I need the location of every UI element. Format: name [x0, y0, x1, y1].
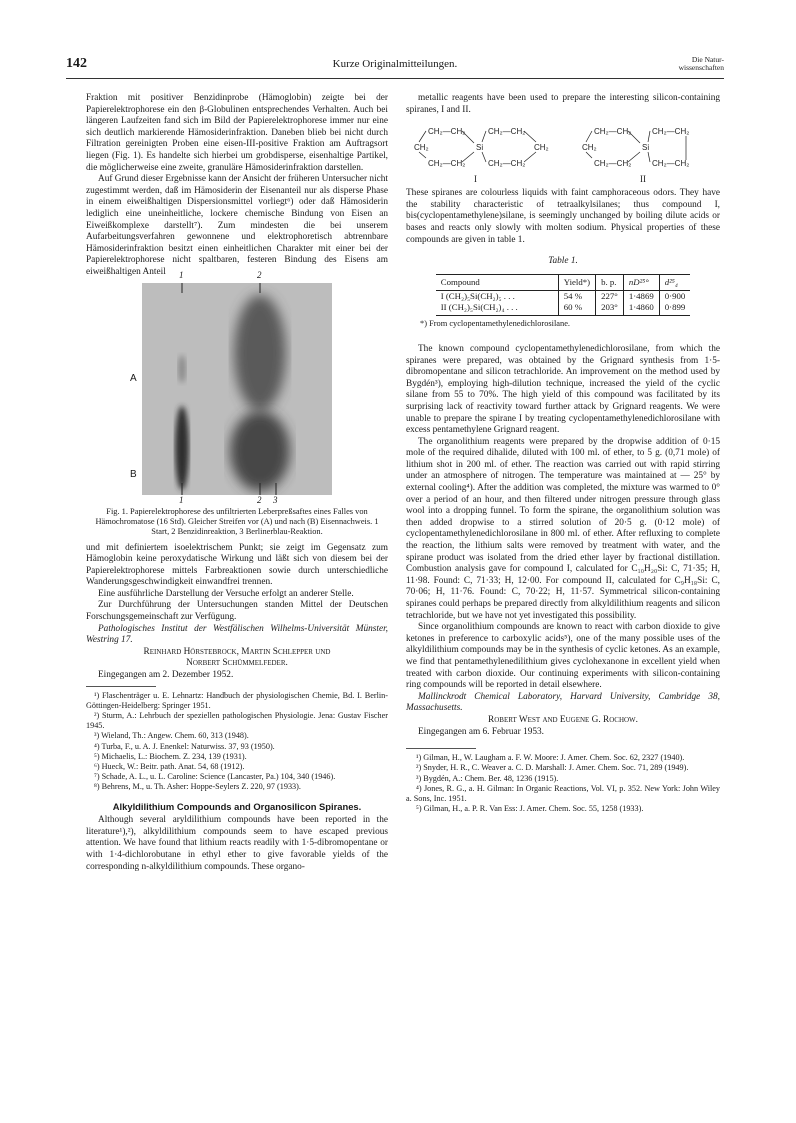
paragraph: These spiranes are colourless liquids with faint camphoraceous odors. They have the stability characteristic of tetraalkylsilanes; thus compound I, bis(cyclopentamethylene)silane, is seemingly unchanged by boiling dilute acids or bases and reacts only slowly with molten sodium. Physical properties of these compounds are given in table 1.	[406, 188, 720, 245]
strip-label-a: A	[130, 372, 137, 384]
marker-start-bottom: 1	[179, 494, 184, 505]
table-row: I (CH₂)₅Si(CH₂)₅ . . . 54 % 227° 1·4869 0·900	[436, 291, 691, 303]
svg-text:Si: Si	[476, 143, 484, 153]
paragraph: metallic reagents have been used to prepare the interesting silicon-containing spiranes, I and II.	[406, 93, 720, 115]
svg-text:Si: Si	[642, 143, 650, 153]
running-title: Kurze Originalmitteilungen.	[332, 58, 458, 70]
svg-text:CH₂—CH₂: CH₂—CH₂	[594, 127, 632, 137]
paragraph: Fraktion mit positiver Benzidinprobe (Hämoglobin) zeigte bei der Papierelektrophorese ein den β-Globulinen entsprechendes Verhalten. Auch bei längeren Laufzeiten fand sich im Bild der Papierelektrophorese immer nur eine sich deutlich markierende Hämosiderinfraktion. Daneben blieb bei nicht durch Filtration gereinigten Proben eine eisen-III-positive Fraktion am Auftragsort liegen (Fig. 1). Es handelte sich hierbei um grobdisperse, eisenhaltige Partikel, die möglicherweise eine zweite, granuläre Hämosiderinfraktion darstellen.	[86, 93, 388, 173]
left-column	[86, 93, 388, 873]
right-column	[406, 93, 720, 814]
structure-label-i: I	[474, 174, 477, 185]
structure-diagram	[406, 122, 720, 188]
table-note: *) From cyclopentamethylenedichlorosilane.	[420, 319, 571, 329]
properties-table	[436, 274, 691, 317]
table-row: II (CH₂)₅Si(CH₂)₄ . . . 60 % 203° 1·4860 0·899	[436, 302, 691, 316]
footnote: ¹) Gilman, H., W. Laugham a. F. W. Moore: J. Amer. Chem. Soc. 62, 2327 (1940).	[416, 753, 685, 763]
footnotes	[406, 753, 720, 814]
footnote-divider	[406, 748, 476, 749]
structure-label-ii: II	[640, 174, 646, 185]
svg-text:CH₂: CH₂	[582, 143, 597, 153]
paragraph: Eine ausführliche Darstellung der Versuche erfolgt an anderer Stelle.	[98, 588, 354, 599]
footnote: ⁵) Michaelis, L.: Biochem. Z. 234, 139 (1931).	[94, 751, 247, 761]
marker-benzidine-bottom: 2	[257, 494, 262, 505]
svg-text:CH₂—CH₂: CH₂—CH₂	[652, 127, 690, 137]
marker-benzidine: 2	[257, 269, 262, 280]
footnote: ³) Wieland, Th.: Angew. Chem. 60, 313 (1948).	[94, 731, 249, 741]
table-header: nD²⁵°	[623, 274, 659, 291]
marker-berlin-blue: 3	[273, 494, 278, 505]
received-date: Eingegangen am 6. Februar 1953.	[418, 726, 544, 737]
paragraph: Since organolithium compounds are known to react with carbon dioxide to give ketones in preference to carboxylic acids⁵), one of the many possible uses of the alkyldilithium compounds may be in the synthesis of cyclic ketones. As an example, we find that pentamethylenedilithium gives cyclohexanone in excellent yield when treated with carbon dioxide. Our continuing experiments with silicon-containing ring compounds will be reported in detail elsewhere.	[406, 622, 720, 691]
table-title: Table 1.	[548, 256, 578, 267]
section-title: Alkyldilithium Compounds and Organosilicon Spiranes.	[112, 800, 362, 812]
paragraph: The known compound cyclopentamethylenedichlorosilane, from which the spiranes were prepared, was obtained by the Grignard synthesis from 1·5-dibromopentane and silicon tetrachloride. An improvement on the method used by Bygdén³), employing high-dilution technique, increased the yield of the cyclic silane from 55 to 70%. The high yield of this compound was facilitated by its surprising lack of reactivity toward further attack by Grignard reagents. We were unable to prepare the spirane I by treating cyclopentamethylenedichlorosilane with excess pentamethylene Grignard reagent.	[406, 343, 720, 436]
received-date: Eingegangen am 2. Dezember 1952.	[98, 670, 234, 681]
paragraph: Zur Durchführung der Untersuchungen standen Mittel der Deutschen Forschungsgemeinschaft zur Verfügung.	[86, 600, 388, 623]
table-header: Compound	[436, 274, 559, 291]
paragraph: und mit definiertem isoelektrischem Punkt; sie zeigt im Gegensatz zum Hämoglobin keine peroxydatische Wirkung und läßt sich von diesem bei der Papierelektrophorese mittels Farbreaktionen sowie durch unterschiedliche Wanderungsgeschwindigkeit einwandfrei trennen.	[86, 542, 388, 588]
svg-text:CH₂—CH₂: CH₂—CH₂	[652, 159, 690, 169]
footnotes	[86, 691, 388, 793]
svg-text:CH₂—CH₂: CH₂—CH₂	[428, 159, 466, 169]
paragraph: The organolithium reagents were prepared by the dropwise addition of 0·15 mole of the required dihalide, diluted with 100 ml. of ether, to 5 g. (0,71 mole) of lithium shot in 200 ml. of ether. The reaction was carried out with rapid stirring under an atmosphere of nitrogen. The temperature was maintained at — 25° by external cooling⁴). After the addition was completed, the mixture was warmed to 0° over a period of an hour, and then filtered under nitrogen pressure through glass wool into a dropping funnel. To form the spirane, the organolithium solution was then added dropwise to a stirred solution of 20·5 g. (0·12 mole) of cyclopentamethylenedichlorosilane in 800 ml. of ether. After refluxing to complete the reaction, the lithium salts were removed by treatment with water, and the spirane product was isolated from the dried ether layer by fractional distillation. Combustion analysis gave for compound I, calculated for C₁₀H₂₀Si: C, 71·35; H, 11·98. Found: C, 71·33; H, 12·00. For compound II, calculated for C₉H₁₈Si: C, 70·06; H, 11·76. Found: C, 70·22; H, 11·57. Symmetrical silicon-containing spiranes could perhaps be prepared directly from alkyldilithium reagents and silicon tetrachloride, but we have not yet investigated this possibility.	[406, 436, 720, 621]
institute-line: Pathologisches Institut der Westfälischen Wilhelms-Universität Münster, Westring 17.	[86, 623, 388, 646]
svg-text:CH₂—CH₂: CH₂—CH₂	[428, 127, 466, 137]
institute-line: Mallinckrodt Chemical Laboratory, Harvard University, Cambridge 38, Massachusetts.	[406, 691, 720, 714]
page-number: 142	[66, 56, 87, 71]
footnote: ⁴) Jones, R. G., a. H. Gilman: In Organic Reactions, Vol. VI, p. 352. New York: John Wiley a. Sons, Inc. 1951.	[406, 783, 720, 803]
footnote-divider	[86, 686, 156, 687]
footnote: ⁴) Turba, F., u. A. J. Enenkel: Naturwiss. 37, 93 (1950).	[94, 741, 275, 751]
marker-start: 1	[179, 269, 184, 280]
footnote: ²) Snyder, H. R., C. Weaver a. C. D. Marshall: J. Amer. Chem. Soc. 71, 289 (1949).	[416, 763, 689, 773]
paragraph: Auf Grund dieser Ergebnisse kann der Ansicht der früheren Untersucher nicht zugestimmt werden, daß im Hämosiderin der Eisenanteil nur als disperse Phase in einem eiweißhaltigen Dispersionsmittel vorliegt⁶) oder daß Hämosiderin lediglich eine uneinheitliche, lockere chemische Bindung von Eisen an Eiweißkomplexe darstellt⁷). Zum mindesten die bei unserem Aufarbeitungsverfahren gewonnene und elektrophoretisch abtrennbare Hämosiderinfraktion besitzt einen einheitlichen Charakter mit einer bei der Papierelektrophorese nicht spaltbaren, festeren Bindung des Eisens am eiweißhaltigen Anteil	[86, 174, 389, 277]
electrophoresis-figure	[130, 269, 332, 505]
authors-line: Norbert Schümmelfeder.	[186, 658, 288, 669]
svg-text:CH₂—CH₂: CH₂—CH₂	[594, 159, 632, 169]
paragraph: Although several aryldilithium compounds have been reported in the literature¹),²), alkyldilithium compounds seem to have escaped previous attention. We have found that lithium reacts readily with 1·5-dibromopentane or with 1·4-dichlorobutane in ethyl ether to give favorable yields of the corresponding n-alkyldilithium compounds. These organo-	[86, 815, 388, 872]
footnote: ³) Bygdén, A.: Chem. Ber. 48, 1236 (1915).	[416, 773, 559, 783]
footnote: ⁶) Hueck, W.: Beitr. path. Anat. 54, 68 (1912).	[94, 762, 245, 772]
figure-caption: Fig. 1. Papierelektrophorese des unfiltrierten Leberpreßsaftes eines Falles von Hämochromatose (16 Std). Gleicher Streifen vor (A) und nach (B) Eisennachweis. 1 Start, 2 Benzidinreaktion, 3 Berlinerblau-Reaktion.	[95, 506, 379, 536]
table-header: b. p.	[596, 274, 624, 291]
table-header: d²⁵₄	[659, 274, 690, 291]
svg-text:CH₂—CH₂: CH₂—CH₂	[488, 159, 526, 169]
footnote: ⁵) Gilman, H., a. P. R. Van Ess: J. Amer. Chem. Soc. 55, 1258 (1933).	[416, 804, 644, 814]
page-header	[66, 54, 724, 79]
table-header-row	[436, 274, 691, 291]
table-header: Yield*)	[558, 274, 595, 291]
authors-line: Reinhard Hörstebrock, Martin Schlepper und	[143, 646, 331, 657]
footnote: ⁸) Behrens, M., u. Th. Asher: Hoppe-Seylers Z. 220, 97 (1933).	[94, 782, 301, 792]
authors-line: Robert West and Eugene G. Rochow.	[488, 714, 638, 725]
journal-name: Die Natur- wissenschaften	[678, 55, 724, 72]
footnote: ²) Sturm, A.: Lehrbuch der speziellen pathologischen Physiologie. Jena: Gustav Fischer 1945.	[86, 711, 388, 731]
electrophoresis-strip	[142, 283, 332, 495]
footnote: ¹) Flaschenträger u. E. Lehnartz: Handbuch der physiologischen Chemie, Bd. I. Berlin-Göttingen-Heidelberg: Springer 1951.	[86, 690, 388, 710]
strip-label-b: B	[130, 468, 137, 480]
svg-text:CH₂—CH₂: CH₂—CH₂	[488, 127, 526, 137]
svg-text:CH₂: CH₂	[414, 143, 429, 153]
footnote: ⁷) Schade, A. L., u. L. Caroline: Science (Lancaster, Pa.) 104, 340 (1946).	[94, 772, 336, 782]
svg-text:CH₂: CH₂	[534, 143, 549, 153]
spirane-structures	[406, 122, 720, 188]
